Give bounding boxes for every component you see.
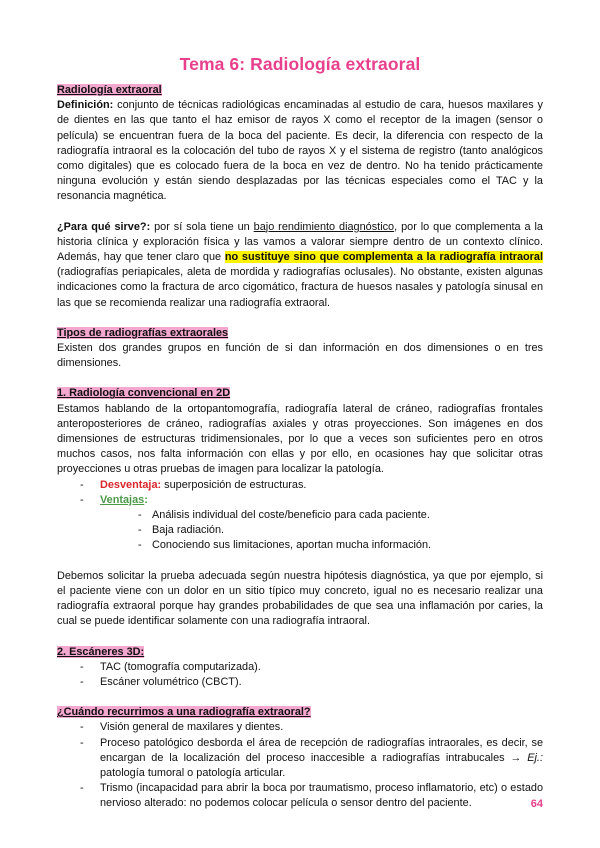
section-heading-tipos — [57, 326, 543, 341]
list-item: - Visión general de maxilares y dientes. — [80, 720, 543, 735]
disadvantage-label: Desventaja: — [100, 478, 162, 491]
purpose-text-2: , por lo que complementa a la historia clínica y exploración física y las vamos a valorar siempre dentro de un contexto clínico. Además, hay que tener claro que — [57, 220, 543, 264]
definition-text: conjunto de técnicas radiológicas encaminadas al estudio de cara, huesos maxilares y de dientes en las que tanto el haz emisor de rayos X como el receptor de la imagen (sensor o película) se encuentran fuera de la boca del paciente. Es decir, la diferencia con respecto de la radiografía intraoral es la colocación del tubo de rayos X y el sistema de registro (tanto analógicos como digitales) que es colocado fuera de la boca en vez de dentro. No ha tenido prácticamente ninguna evolución y están siendo desplazadas por las técnicas especiales como el TAC y la resonancia magnética. — [57, 99, 543, 203]
list-item: - TAC (tomografía computarizada). — [80, 660, 543, 675]
purpose-text-1: por sí sola tiene un — [150, 220, 254, 233]
purpose-label: ¿Para qué sirve?: — [57, 220, 151, 233]
page-title: Tema 6: Radiología extraoral — [179, 54, 421, 74]
section-heading-radiologia-extraoral — [57, 83, 543, 98]
list-item — [80, 736, 543, 782]
list-item-disadvantage — [80, 478, 543, 493]
list-item: - Análisis individual del coste/beneficio para cada paciente. — [138, 508, 543, 523]
purpose-highlight: no sustituye sino que complementa a la radiografía intraoral — [224, 251, 543, 264]
advantages-label: Ventajas — [100, 493, 145, 506]
page-number: 64 — [530, 798, 543, 810]
heading-text: 1. Radiología convencional en 2D — [57, 387, 231, 400]
list-item: - Trismo (incapacidad para abrir la boca por traumatismo, proceso inflamatorio, etc) o estado nervioso alterado: no podemos colocar película o sensor dentro del paciente. — [80, 781, 543, 811]
list-item: - Baja radiación. — [138, 523, 543, 538]
purpose-underlined: bajo rendimiento diagnóstico — [253, 220, 395, 233]
definition-paragraph — [57, 98, 543, 204]
heading-text: ¿Cuándo recurrimos a una radiografía extraoral? — [57, 706, 311, 719]
2d-list — [57, 478, 543, 554]
tipos-paragraph: Existen dos grandes grupos en función de si dan información en dos dimensiones o en tres dimensiones. — [57, 342, 543, 370]
list-item: - Conociendo sus limitaciones, aportan mucha información. — [138, 538, 543, 553]
disadvantage-text: superposición de estructuras. — [161, 478, 307, 491]
heading-text: 2. Escáneres 3D: — [57, 645, 145, 658]
definition-label: Definición: — [57, 99, 114, 112]
section-heading-2d — [57, 386, 543, 401]
cuando-list — [57, 720, 543, 811]
section-heading-3d — [57, 645, 543, 660]
purpose-paragraph — [57, 220, 543, 311]
document-page — [57, 54, 543, 812]
purpose-text-3: (radiografías periapicales, aleta de mordida y radiografías oclusales). No obstante, existen algunas indicaciones como la fractura de arco cigomático, fractura de huesos nasales y patología sinusal en las que se recomienda realizar una radiografía extraoral. — [57, 266, 543, 309]
advantages-colon: : — [144, 493, 148, 506]
2d-paragraph-2: Debemos solicitar la prueba adecuada según nuestra hipótesis diagnóstica, ya que por ejemplo, si el paciente viene con un dolor en un sitio típico muy concreto, igual no es necesario realizar una radiografía extraoral porque hay grandes probabilidades de que sea una inflamación por caries, la cual se puede identificar solamente con una radiografía intraoral. — [57, 569, 543, 628]
heading-text: Radiología extraoral — [57, 84, 162, 96]
section-heading-cuando — [57, 705, 543, 720]
item-text-end: patología tumoral o patología articular. — [100, 766, 286, 779]
list-item-advantages — [80, 493, 543, 554]
2d-paragraph: Estamos hablando de la ortopantomografía, radiografía lateral de cráneo, radiografías frontales anteroposteriores de cráneo, radiografías axiales y otras proyecciones. Son imágenes en dos dimensiones de estructuras tridimensionales, por lo que a veces son suficientes pero en otros muchos casos, nos falta información con ellas y por ello, en ocasiones hay que solicitar otras proyecciones u otras pruebas de imagen para localizar la patología. — [57, 402, 543, 476]
3d-list — [57, 660, 543, 690]
heading-text: Tipos de radiografías extraorales — [57, 326, 229, 339]
item-example-label: Ej.: — [527, 751, 543, 764]
list-item: - Escáner volumétrico (CBCT). — [80, 675, 543, 690]
advantages-sublist — [100, 508, 543, 554]
item-text: Proceso patológico desborda el área de recepción de radiografías intraorales, es decir, se encargan de la localización del proceso inaccesible a radiografías intrabucales → — [100, 736, 543, 764]
